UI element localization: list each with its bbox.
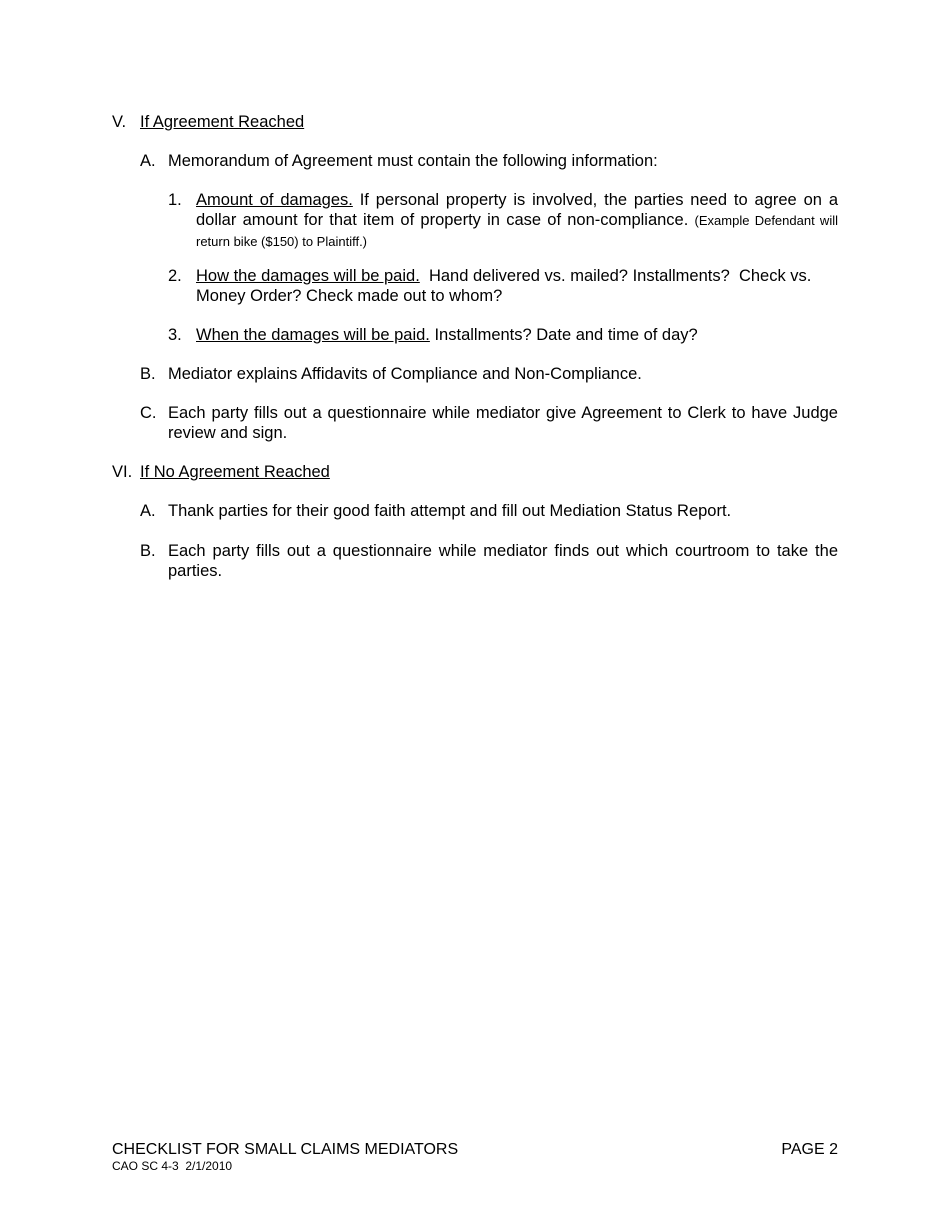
subitem-example: (Example Defendant will return bike ($150) to Plaintiff.) (196, 213, 838, 249)
item-letter: C. (140, 404, 157, 422)
item-letter: A. (140, 152, 156, 170)
item-letter: A. (140, 502, 156, 520)
footer-title: CHECKLIST FOR SMALL CLAIMS MEDIATORS (112, 1141, 459, 1158)
item-text: Mediator explains Affidavits of Compliance and Non-Compliance. (168, 365, 642, 383)
section-vi-numeral: VI. (112, 463, 133, 481)
section-v-item-b (140, 364, 838, 384)
subitem-text: Installments? Date and time of day? (429, 326, 698, 344)
item-text: Each party fills out a questionnaire while mediator give Agreement to Clerk to have Judge review and sign. (168, 404, 838, 442)
footer-page-number: PAGE 2 (781, 1141, 838, 1158)
subitem-number: 3. (168, 326, 182, 344)
subitem-label: How the damages will be paid. (196, 267, 420, 285)
section-v-heading-row (112, 112, 838, 132)
subitem-number: 1. (168, 191, 182, 209)
subitem-label: Amount of damages. (196, 191, 353, 209)
subitem-label: When the damages will be paid. (196, 326, 430, 344)
item-text: Thank parties for their good faith attempt and fill out Mediation Status Report. (168, 502, 732, 520)
section-vi-heading: If No Agreement Reached (140, 463, 330, 481)
section-v-item-a (140, 151, 838, 171)
subitem-body (196, 190, 838, 252)
section-v-item-c (140, 403, 838, 443)
subitem-body (196, 266, 838, 306)
subitem-number: 2. (168, 267, 182, 285)
item-letter: B. (140, 542, 156, 560)
item-text: Each party fills out a questionnaire while mediator finds out which courtroom to take the parties. (168, 542, 838, 580)
item-letter: B. (140, 365, 156, 383)
section-v-subitem-1 (168, 190, 838, 248)
section-v-heading: If Agreement Reached (140, 113, 305, 131)
footer-document-code: CAO SC 4-3 2/1/2010 (112, 1159, 233, 1173)
section-vi-heading-row (112, 462, 838, 482)
section-v-numeral: V. (112, 113, 127, 131)
item-text: Memorandum of Agreement must contain the following information: (168, 152, 658, 170)
section-vi-item-b (140, 541, 838, 581)
section-vi-item-a (140, 501, 838, 521)
subitem-text: Hand delivered vs. mailed? Installments? Check vs. Money Order? Check made out to whom? (196, 267, 816, 305)
section-v-subitem-2 (168, 266, 838, 306)
subitem-body (196, 325, 838, 345)
section-v-subitem-3 (168, 325, 838, 345)
subitem-text: If personal property is involved, the parties need to agree on a dollar amount for that item of property in case of non-compliance. (196, 191, 838, 229)
